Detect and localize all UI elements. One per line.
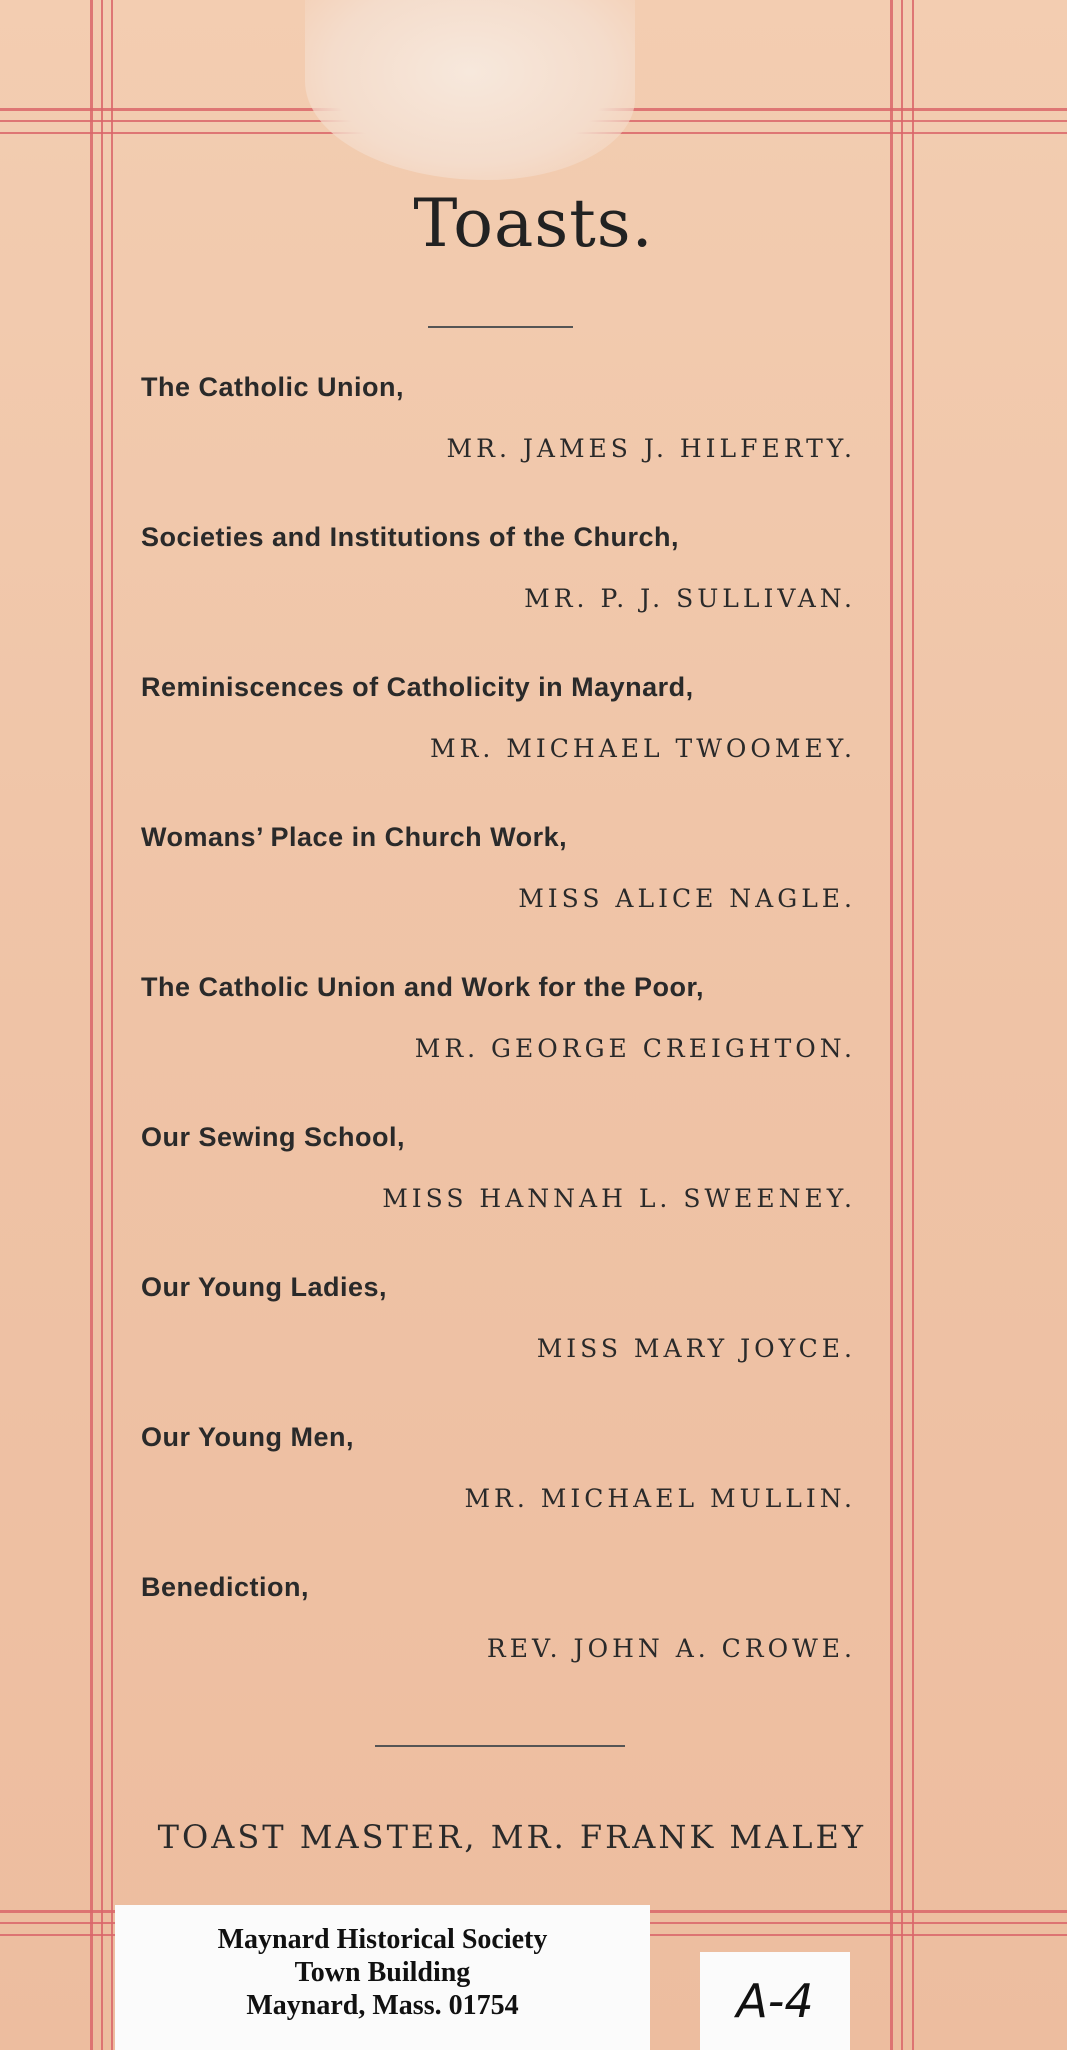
toast-topic: The Catholic Union, — [141, 372, 404, 402]
catalog-tag: A-4 — [700, 1952, 850, 2050]
toast-master-line: TOAST MASTER, MR. FRANK MALEY — [157, 1818, 866, 1856]
border-line — [890, 0, 893, 2050]
divider — [375, 1745, 625, 1747]
toast-topic: The Catholic Union and Work for the Poor, — [141, 972, 705, 1002]
toast-topic: Womans’ Place in Church Work, — [141, 822, 568, 852]
toast-entry — [141, 1422, 856, 1572]
toast-speaker: REV. JOHN A. CROWE. — [486, 1634, 856, 1663]
toast-entry — [141, 672, 856, 822]
toast-speaker: MR. JAMES J. HILFERTY. — [446, 434, 856, 463]
border-line — [90, 0, 93, 2050]
toast-speaker: MISS ALICE NAGLE. — [518, 884, 856, 913]
toast-entry — [141, 1122, 856, 1272]
toast-speaker: MISS HANNAH L. SWEENEY. — [382, 1184, 856, 1213]
toast-topic: Societies and Institutions of the Church, — [141, 522, 680, 552]
archive-label — [115, 1905, 650, 2050]
toast-speaker: MR. P. J. SULLIVAN. — [524, 584, 856, 613]
toast-entry — [141, 972, 856, 1122]
toast-topic: Benediction, — [141, 1572, 310, 1602]
toast-topic: Reminiscences of Catholicity in Maynard, — [141, 672, 694, 702]
toast-topic: Our Young Men, — [141, 1422, 354, 1452]
toast-entry — [141, 372, 856, 522]
toast-speaker: MISS MARY JOYCE. — [536, 1334, 856, 1363]
toast-entry — [141, 822, 856, 972]
toast-entry — [141, 522, 856, 672]
archive-label-line: Maynard, Mass. 01754 — [246, 1990, 519, 2021]
toast-speaker: MR. MICHAEL MULLIN. — [464, 1484, 856, 1513]
border-line — [901, 0, 903, 2050]
toast-speaker: MR. GEORGE CREIGHTON. — [414, 1034, 856, 1063]
archive-label-line: Maynard Historical Society — [217, 1924, 548, 1955]
paper-damage — [305, 0, 635, 180]
toast-speaker: MR. MICHAEL TWOOMEY. — [429, 734, 856, 763]
toast-entry — [141, 1572, 856, 1722]
page-title: Toasts. — [413, 185, 654, 262]
toast-entry — [141, 1272, 856, 1422]
border-line — [912, 0, 914, 2050]
toast-list — [141, 372, 856, 1722]
divider — [428, 326, 573, 328]
toast-topic: Our Young Ladies, — [141, 1272, 388, 1302]
archive-label-line: Town Building — [294, 1957, 471, 1988]
toast-topic: Our Sewing School, — [141, 1122, 406, 1152]
border-line — [111, 0, 113, 2050]
border-line — [101, 0, 103, 2050]
